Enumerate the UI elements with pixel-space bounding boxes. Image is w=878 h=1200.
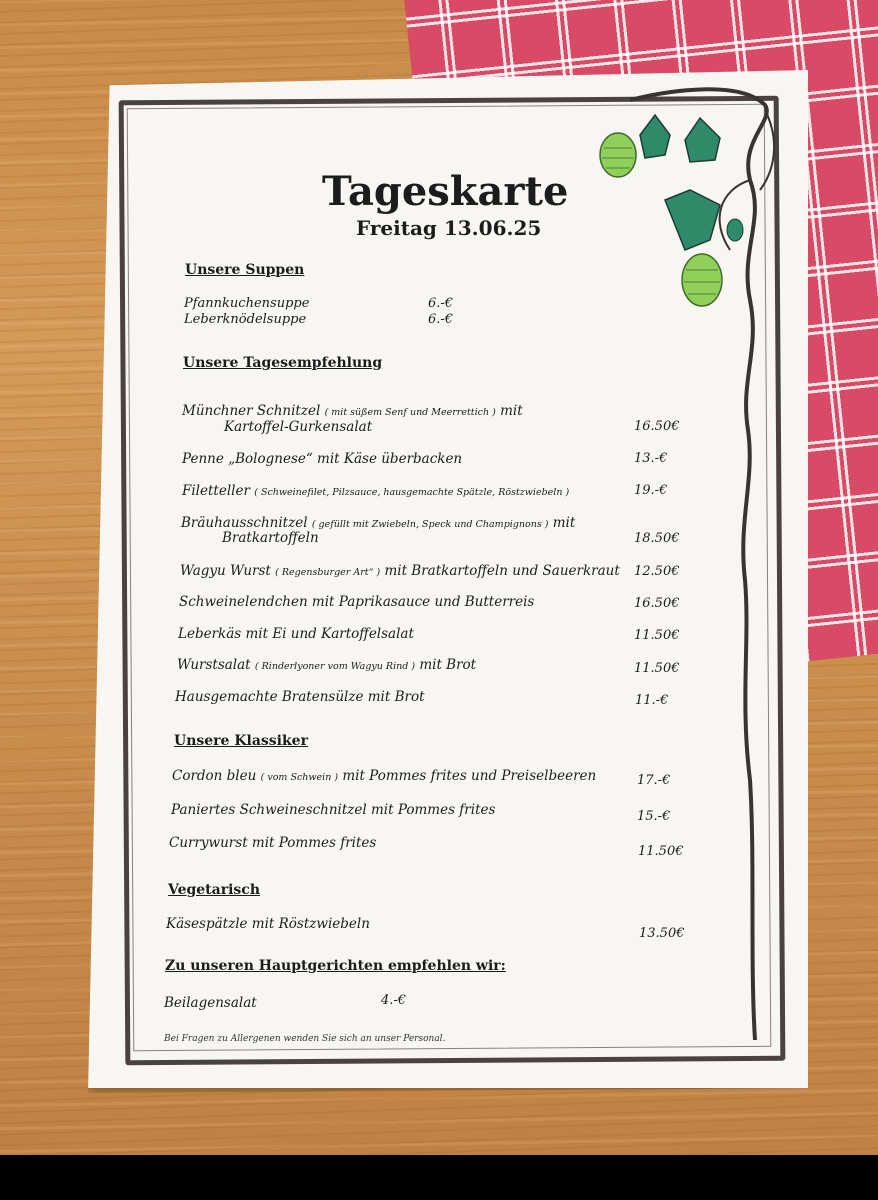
menu-item-price: 12.50€: [634, 564, 680, 579]
menu-item-name: Münchner Schnitzel: [182, 403, 321, 419]
hop-leaf: [640, 115, 670, 158]
menu-item-suffix: mit Brot: [419, 657, 477, 673]
menu-item-name: Beilagensalat: [164, 995, 257, 1011]
menu-item-name: Pfannkuchensuppe: [184, 296, 310, 311]
menu-item-price: 16.50€: [634, 419, 680, 434]
menu-item-name: Currywurst mit Pommes frites: [169, 835, 377, 851]
menu-item-name: Penne „Bolognese“ mit Käse überbacken: [182, 451, 463, 467]
menu-item-price: 18.50€: [634, 531, 680, 546]
menu-item-line2: Bratkartoffeln: [222, 530, 319, 546]
menu-item-note: ( Regensburger Art“ ): [275, 567, 381, 578]
menu-item-name: Leberkäs mit Ei und Kartoffelsalat: [178, 626, 414, 642]
menu-item-suffix: mit Pommes frites und Preiselbeeren: [342, 768, 597, 784]
menu-item-line: [181, 515, 575, 531]
menu-item-price: 4.-€: [381, 993, 407, 1008]
hop-cone: [682, 254, 722, 306]
menu-item-name: Hausgemachte Bratensülze mit Brot: [175, 689, 425, 705]
section-heading-klassiker: Unsere Klassiker: [174, 733, 308, 749]
menu-item-price: 19.-€: [634, 483, 668, 498]
menu-item-note: ( Rinderlyoner vom Wagyu Rind ): [254, 661, 416, 672]
hops-vine-illustration: [590, 80, 790, 1040]
menu-item-line: [182, 403, 523, 419]
menu-item-line: [172, 768, 596, 784]
menu-item-price: 13.-€: [634, 451, 668, 466]
section-heading-empfehlen: Zu unseren Hauptgerichten empfehlen wir:: [165, 958, 506, 974]
menu-item-price: 13.50€: [639, 926, 685, 941]
menu-item-suffix: mit: [552, 515, 576, 531]
section-heading-vegetarisch: Vegetarisch: [168, 882, 260, 898]
menu-date: Freitag 13.06.25: [356, 216, 542, 240]
hop-leaf: [665, 190, 720, 250]
menu-item-name: Paniertes Schweineschnitzel mit Pommes frites: [171, 802, 496, 818]
section-heading-empfehlung: Unsere Tagesempfehlung: [183, 355, 383, 371]
menu-item-name: Filetteller: [182, 483, 250, 499]
menu-item-price: 15.-€: [637, 809, 671, 824]
menu-item-note: ( gefüllt mit Zwiebeln, Speck und Champignons ): [311, 519, 549, 530]
menu-title: Tageskarte: [322, 168, 569, 215]
hop-cone-small: [727, 219, 743, 241]
menu-item-name: Käsespätzle mit Röstzwiebeln: [166, 916, 370, 932]
menu-item-line2: Kartoffel-Gurkensalat: [224, 419, 373, 435]
menu-item-line: [182, 483, 569, 499]
menu-item-name: Bräuhausschnitzel: [181, 515, 308, 531]
menu-item-line: [180, 563, 620, 579]
hop-leaf: [685, 118, 720, 162]
menu-item-price: 16.50€: [634, 596, 680, 611]
menu-item-name: Wagyu Wurst: [180, 563, 271, 579]
menu-item-name: Cordon bleu: [172, 768, 257, 784]
menu-item-price: 6.-€: [428, 312, 454, 327]
menu-item-price: 11.50€: [634, 661, 680, 676]
menu-item-price: 17.-€: [637, 773, 671, 788]
menu-item-price: 6.-€: [428, 296, 454, 311]
menu-item-price: 11.50€: [634, 628, 680, 643]
menu-item-suffix: mit: [500, 403, 523, 419]
menu-item-name: Leberknödelsuppe: [184, 312, 307, 327]
menu-item-price: 11.50€: [638, 844, 684, 859]
menu-item-suffix: mit Bratkartoffeln und Sauerkraut: [384, 563, 620, 579]
hop-cone: [600, 133, 636, 177]
menu-item-note: ( Schweinefilet, Pilzsauce, hausgemachte Spätzle, Röstzwiebeln ): [254, 487, 570, 498]
menu-item-line: [177, 657, 476, 673]
menu-item-price: 11.-€: [635, 693, 669, 708]
allergen-footnote: Bei Fragen zu Allergenen wenden Sie sich an unser Personal.: [164, 1034, 446, 1044]
menu-item-name: Wurstsalat: [177, 657, 251, 673]
menu-item-note: ( vom Schwein ): [260, 772, 339, 783]
menu-item-name: Schweinelendchen mit Paprikasauce und Butterreis: [179, 594, 535, 610]
section-heading-suppen: Unsere Suppen: [185, 262, 305, 278]
menu-item-note: ( mit süßem Senf und Meerrettich ): [324, 407, 496, 418]
